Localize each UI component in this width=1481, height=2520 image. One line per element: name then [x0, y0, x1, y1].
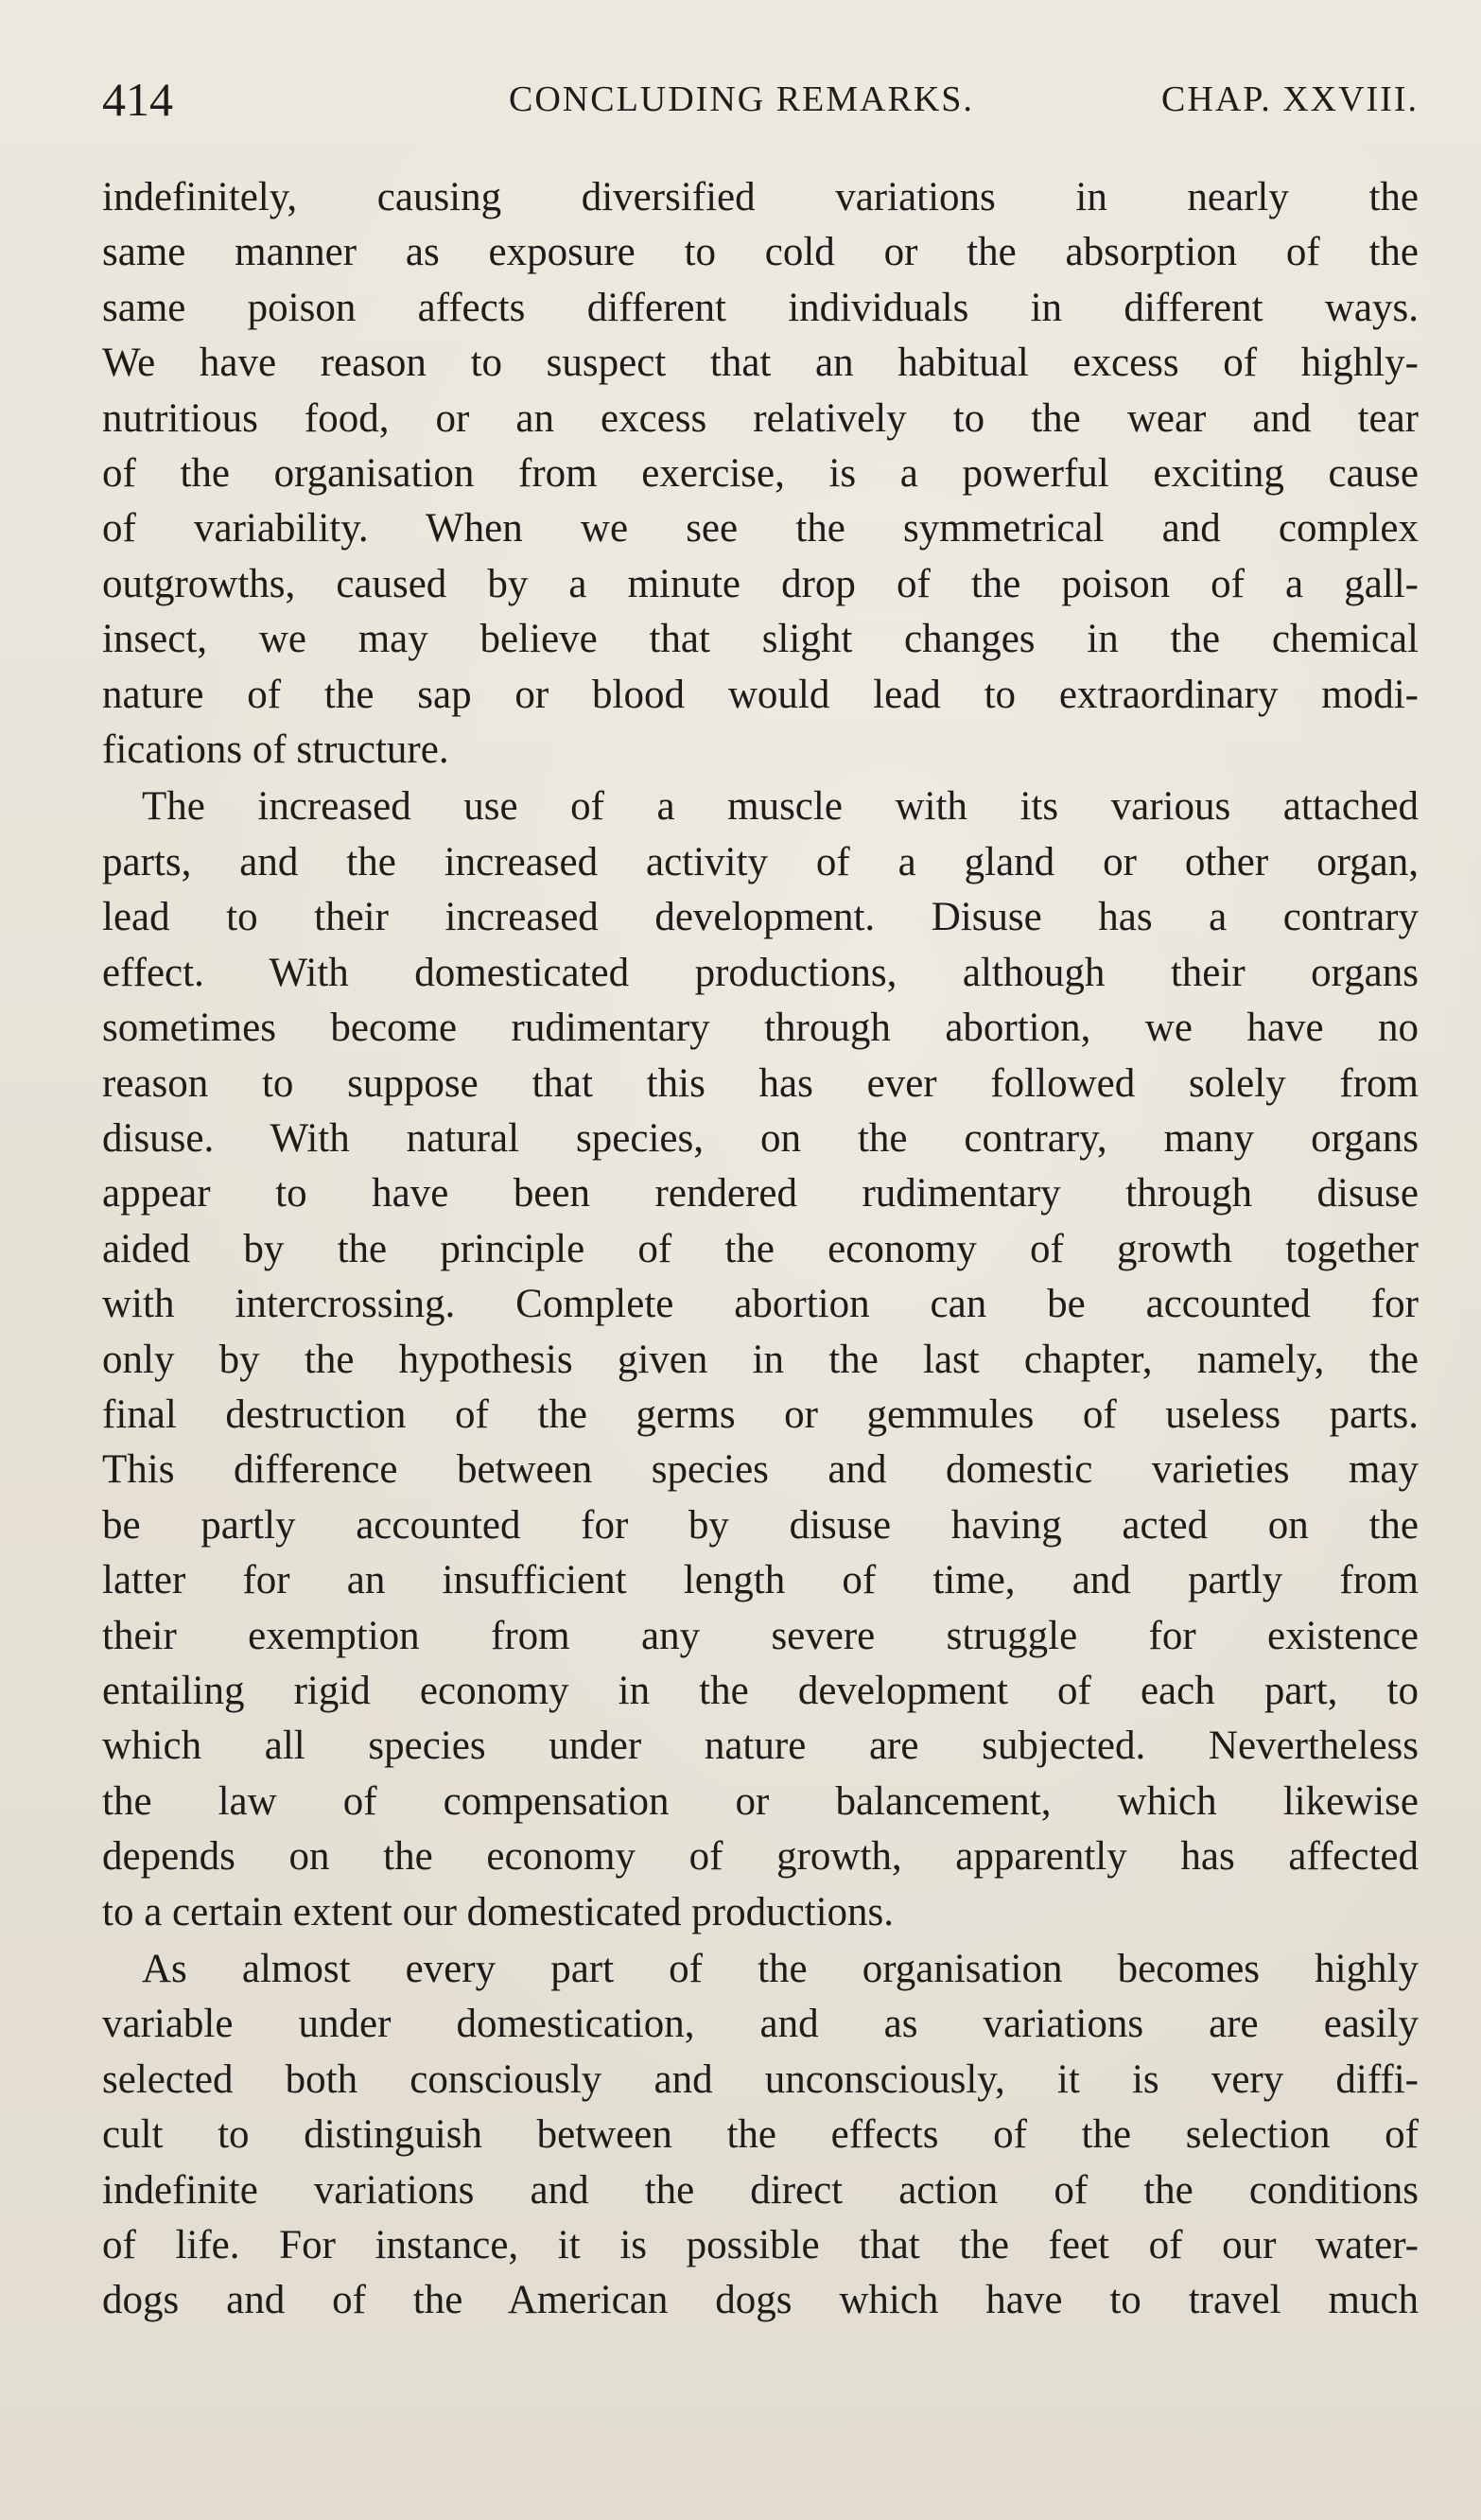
text-line: We have reason to suspect that an habitual excess of highly- [102, 341, 1419, 386]
text-line: of the organisation from exercise, is a powerful exciting cause [102, 451, 1419, 497]
text-line: effect. With domesticated productions, although their organs [102, 950, 1419, 995]
text-line: The increased use of a muscle with its various attached [142, 784, 1419, 830]
text-line: selected both consciously and unconsciously, it is very diffi- [102, 2056, 1419, 2102]
text-line: outgrowths, caused by a minute drop of the poison of a gall- [102, 561, 1419, 606]
text-line: aided by the principle of the economy of growth together [102, 1226, 1419, 1271]
text-line: latter for an insufficient length of time, and partly from [102, 1558, 1419, 1603]
text-line: reason to suppose that this has ever followed solely from [102, 1060, 1419, 1106]
running-title: CONCLUDING REMARKS. [509, 79, 974, 119]
text-line: parts, and the increased activity of a gland or other organ, [102, 839, 1419, 884]
text-line: entailing rigid economy in the development of each part, to [102, 1668, 1419, 1713]
text-line: only by the hypothesis given in the last chapter, namely, the [102, 1337, 1419, 1382]
text-line: indefinitely, causing diversified variations in nearly the [102, 175, 1419, 219]
paragraph [102, 779, 1419, 1940]
text-line: cult to distinguish between the effects of the selection of [102, 2112, 1419, 2158]
text-line: As almost every part of the organisation becomes highly [142, 1947, 1419, 1991]
page-header [102, 66, 1419, 132]
text-line: of variability. When we see the symmetrical and complex [102, 506, 1419, 551]
text-line: to a certain extent our domesticated productions. [102, 1889, 895, 1934]
text-line: sometimes become rudimentary through abortion, we have no [102, 1006, 1419, 1051]
text-line: same poison affects different individuals in different ways. [102, 285, 1419, 330]
text-line: nutritious food, or an excess relatively to the wear and tear [102, 395, 1419, 441]
text-line: with intercrossing. Complete abortion can be accounted for [102, 1282, 1419, 1327]
text-line: variable under domestication, and as variations are easily [102, 2002, 1419, 2047]
paragraph [102, 170, 1419, 778]
text-line: the law of compensation or balancement, which likewise [102, 1778, 1419, 1824]
text-line: lead to their increased development. Disuse has a contrary [102, 895, 1419, 940]
text-line: appear to have been rendered rudimentary through disuse [102, 1171, 1419, 1216]
text-line: be partly accounted for by disuse having acted on the [102, 1502, 1419, 1548]
text-line: insect, we may believe that slight changes in the chemical [102, 617, 1419, 662]
body-text [102, 170, 1419, 2331]
text-line: their exemption from any severe struggle for existence [102, 1613, 1419, 1658]
text-line: This difference between species and domestic varieties may [102, 1447, 1419, 1493]
page-number: 414 [102, 73, 173, 126]
text-line: indefinite variations and the direct action of the conditions [102, 2167, 1419, 2213]
text-line: nature of the sap or blood would lead to extraordinary modi- [102, 672, 1419, 717]
text-line: disuse. With natural species, on the contrary, many organs [102, 1115, 1419, 1161]
text-line: same manner as exposure to cold or the absorption of the [102, 230, 1419, 275]
text-line: of life. For instance, it is possible that the feet of our water- [102, 2223, 1419, 2268]
text-line: depends on the economy of growth, apparently has affected [102, 1834, 1419, 1880]
chapter-reference: CHAP. XXVIII. [1161, 79, 1419, 119]
text-line: dogs and of the American dogs which have to travel much [102, 2278, 1419, 2323]
text-line: fications of structure. [102, 727, 449, 773]
text-line: final destruction of the germs or gemmules of useless parts. [102, 1391, 1419, 1437]
paragraph [102, 1942, 1419, 2329]
text-line: which all species under nature are subjected. Nevertheless [102, 1724, 1419, 1769]
